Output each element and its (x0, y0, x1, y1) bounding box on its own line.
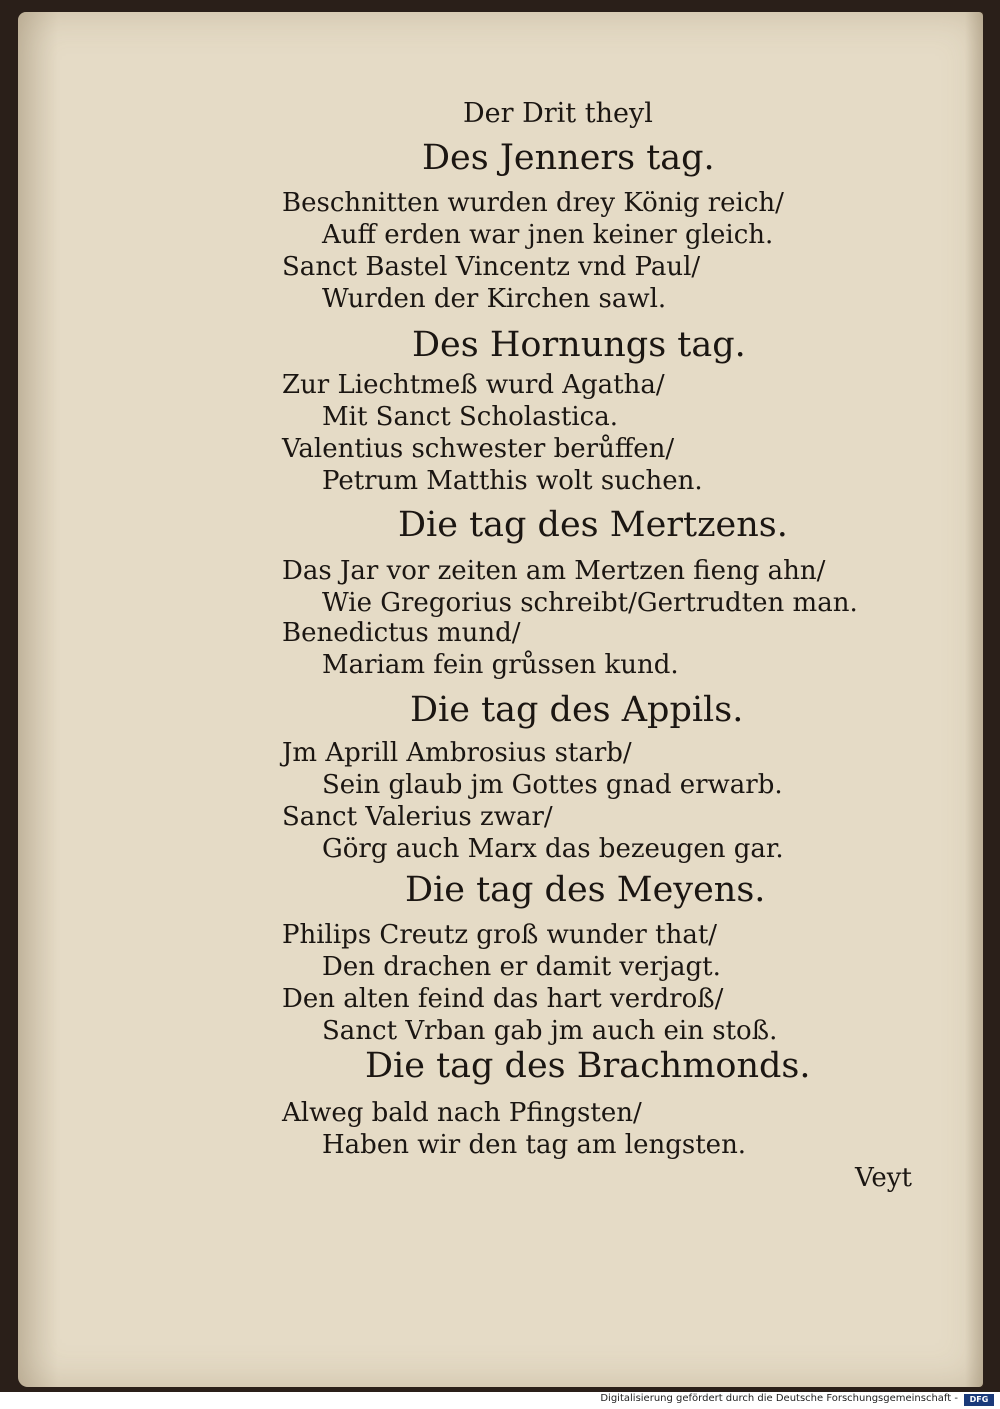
section-heading: Des Jenners tag. (422, 138, 715, 178)
verse-line: Zur Liechtmeß wurd Agatha/ (282, 370, 665, 400)
section-heading: Des Hornungs tag. (412, 325, 746, 365)
verse-line: Sanct Vrban gab jm auch ein stoß. (322, 1016, 778, 1046)
verse-line: Görg auch Marx das bezeugen gar. (322, 834, 784, 864)
section-heading: Die tag des Mertzens. (398, 505, 788, 545)
footer-bar (0, 1392, 1000, 1409)
verse-line: Das Jar vor zeiten am Mertzen fieng ahn/ (282, 556, 826, 586)
running-head: Der Drit theyl (463, 98, 653, 129)
footer-credit: Digitalisierung gefördert durch die Deutsche Forschungsgemeinschaft - (600, 1393, 958, 1404)
verse-line: Sanct Bastel Vincentz vnd Paul/ (282, 252, 701, 282)
verse-line: Valentius schwester berůffen/ (282, 434, 675, 464)
dfg-logo: DFG (964, 1394, 994, 1406)
verse-line: Jm Aprill Ambrosius starb/ (282, 738, 632, 768)
section-heading: Die tag des Appils. (410, 690, 744, 730)
verse-line: Sanct Valerius zwar/ (282, 802, 553, 832)
section-heading: Die tag des Meyens. (405, 870, 766, 910)
verse-line: Benedictus mund/ (282, 618, 521, 648)
verse-line: Petrum Matthis wolt suchen. (322, 466, 703, 496)
verse-line: Mit Sanct Scholastica. (322, 402, 619, 432)
verse-line: Wie Gregorius schreibt/Gertrudten man. (322, 588, 858, 618)
verse-line: Philips Creutz groß wunder that/ (282, 920, 718, 950)
verse-line: Den alten feind das hart verdroß/ (282, 984, 724, 1014)
section-heading: Die tag des Brachmonds. (365, 1046, 811, 1086)
verse-line: Beschnitten wurden drey König reich/ (282, 188, 784, 218)
verse-line: Den drachen er damit verjagt. (322, 952, 721, 982)
verse-line: Mariam fein grůssen kund. (322, 650, 679, 680)
catchword: Veyt (855, 1163, 912, 1193)
verse-line: Alweg bald nach Pfingsten/ (282, 1098, 642, 1128)
verse-line: Sein glaub jm Gottes gnad erwarb. (322, 770, 783, 800)
verse-line: Haben wir den tag am lengsten. (322, 1130, 747, 1160)
verse-line: Auff erden war jnen keiner gleich. (322, 220, 774, 250)
verse-line: Wurden der Kirchen sawl. (322, 284, 667, 314)
